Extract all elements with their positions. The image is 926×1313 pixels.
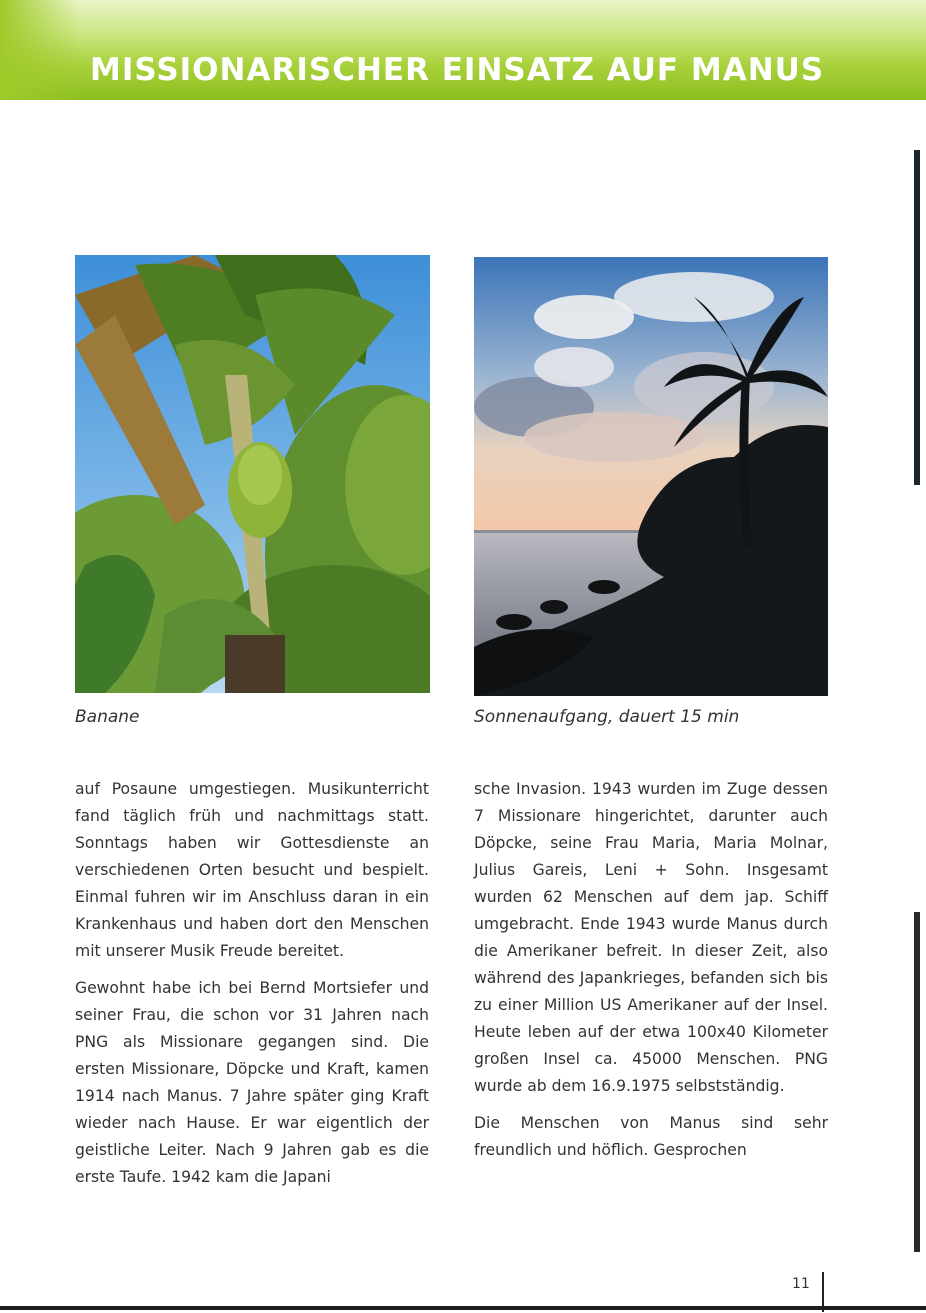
paragraph: auf Posaune umgestiegen. Musikunterricht fand täglich früh und nachmittags statt. Sonntags haben wir Gottesdienste an verschiedenen Orten besucht und bespielt. Einmal fuhren wir im Anschluss daran in ein Krankenhaus und haben dort den Menschen mit unserer Musik Freude bereitet.	[75, 780, 429, 960]
header-band	[0, 0, 926, 100]
page-title: MISSIONARISCHER EINSATZ AUF MANUS	[90, 52, 825, 88]
page-number: 11	[792, 1276, 810, 1292]
banana-photo	[75, 255, 430, 693]
paragraph: Die Menschen von Manus sind sehr freundlich und höflich. Gesprochen	[474, 1114, 828, 1159]
paragraph: sche Invasion. 1943 wurden im Zuge dessen 7 Missionare hingerichtet, darunter auch Döpcke, seine Frau Maria, Maria Molnar, Julius Gareis, Leni + Sohn. Insgesamt wurden 62 Menschen auf dem jap. Schiff umgebracht. Ende 1943 wurde Manus durch die Amerikaner befreit. In dieser Zeit, also während des Japankrieges, befanden sich bis zu einer Million US Amerikaner auf der Insel. Heute leben auf der etwa 100x40 Kilometer großen Insel ca. 45000 Menschen. PNG wurde ab dem 16.9.1975 selbstständig.	[474, 780, 828, 1095]
page-edge-strip	[914, 912, 920, 1252]
page-edge-strip	[914, 150, 920, 485]
photo-caption: Banane	[75, 707, 140, 727]
text-column-right	[474, 776, 828, 1174]
bottom-edge-line	[0, 1306, 926, 1310]
text-column-left	[75, 776, 429, 1201]
photo-caption: Sonnenaufgang, dauert 15 min	[474, 707, 740, 727]
paragraph: Gewohnt habe ich bei Bernd Mortsiefer und seiner Frau, die schon vor 31 Jahren nach PNG als Missionare gegangen sind. Die ersten Missionare, Döpcke und Kraft, kamen 1914 nach Manus. 7 Jahre später ging Kraft wieder nach Hause. Er war eigentlich der geistliche Leiter. Nach 9 Jahren gab es die erste Taufe. 1942 kam die Japani	[75, 979, 429, 1186]
sunrise-photo	[474, 257, 828, 696]
